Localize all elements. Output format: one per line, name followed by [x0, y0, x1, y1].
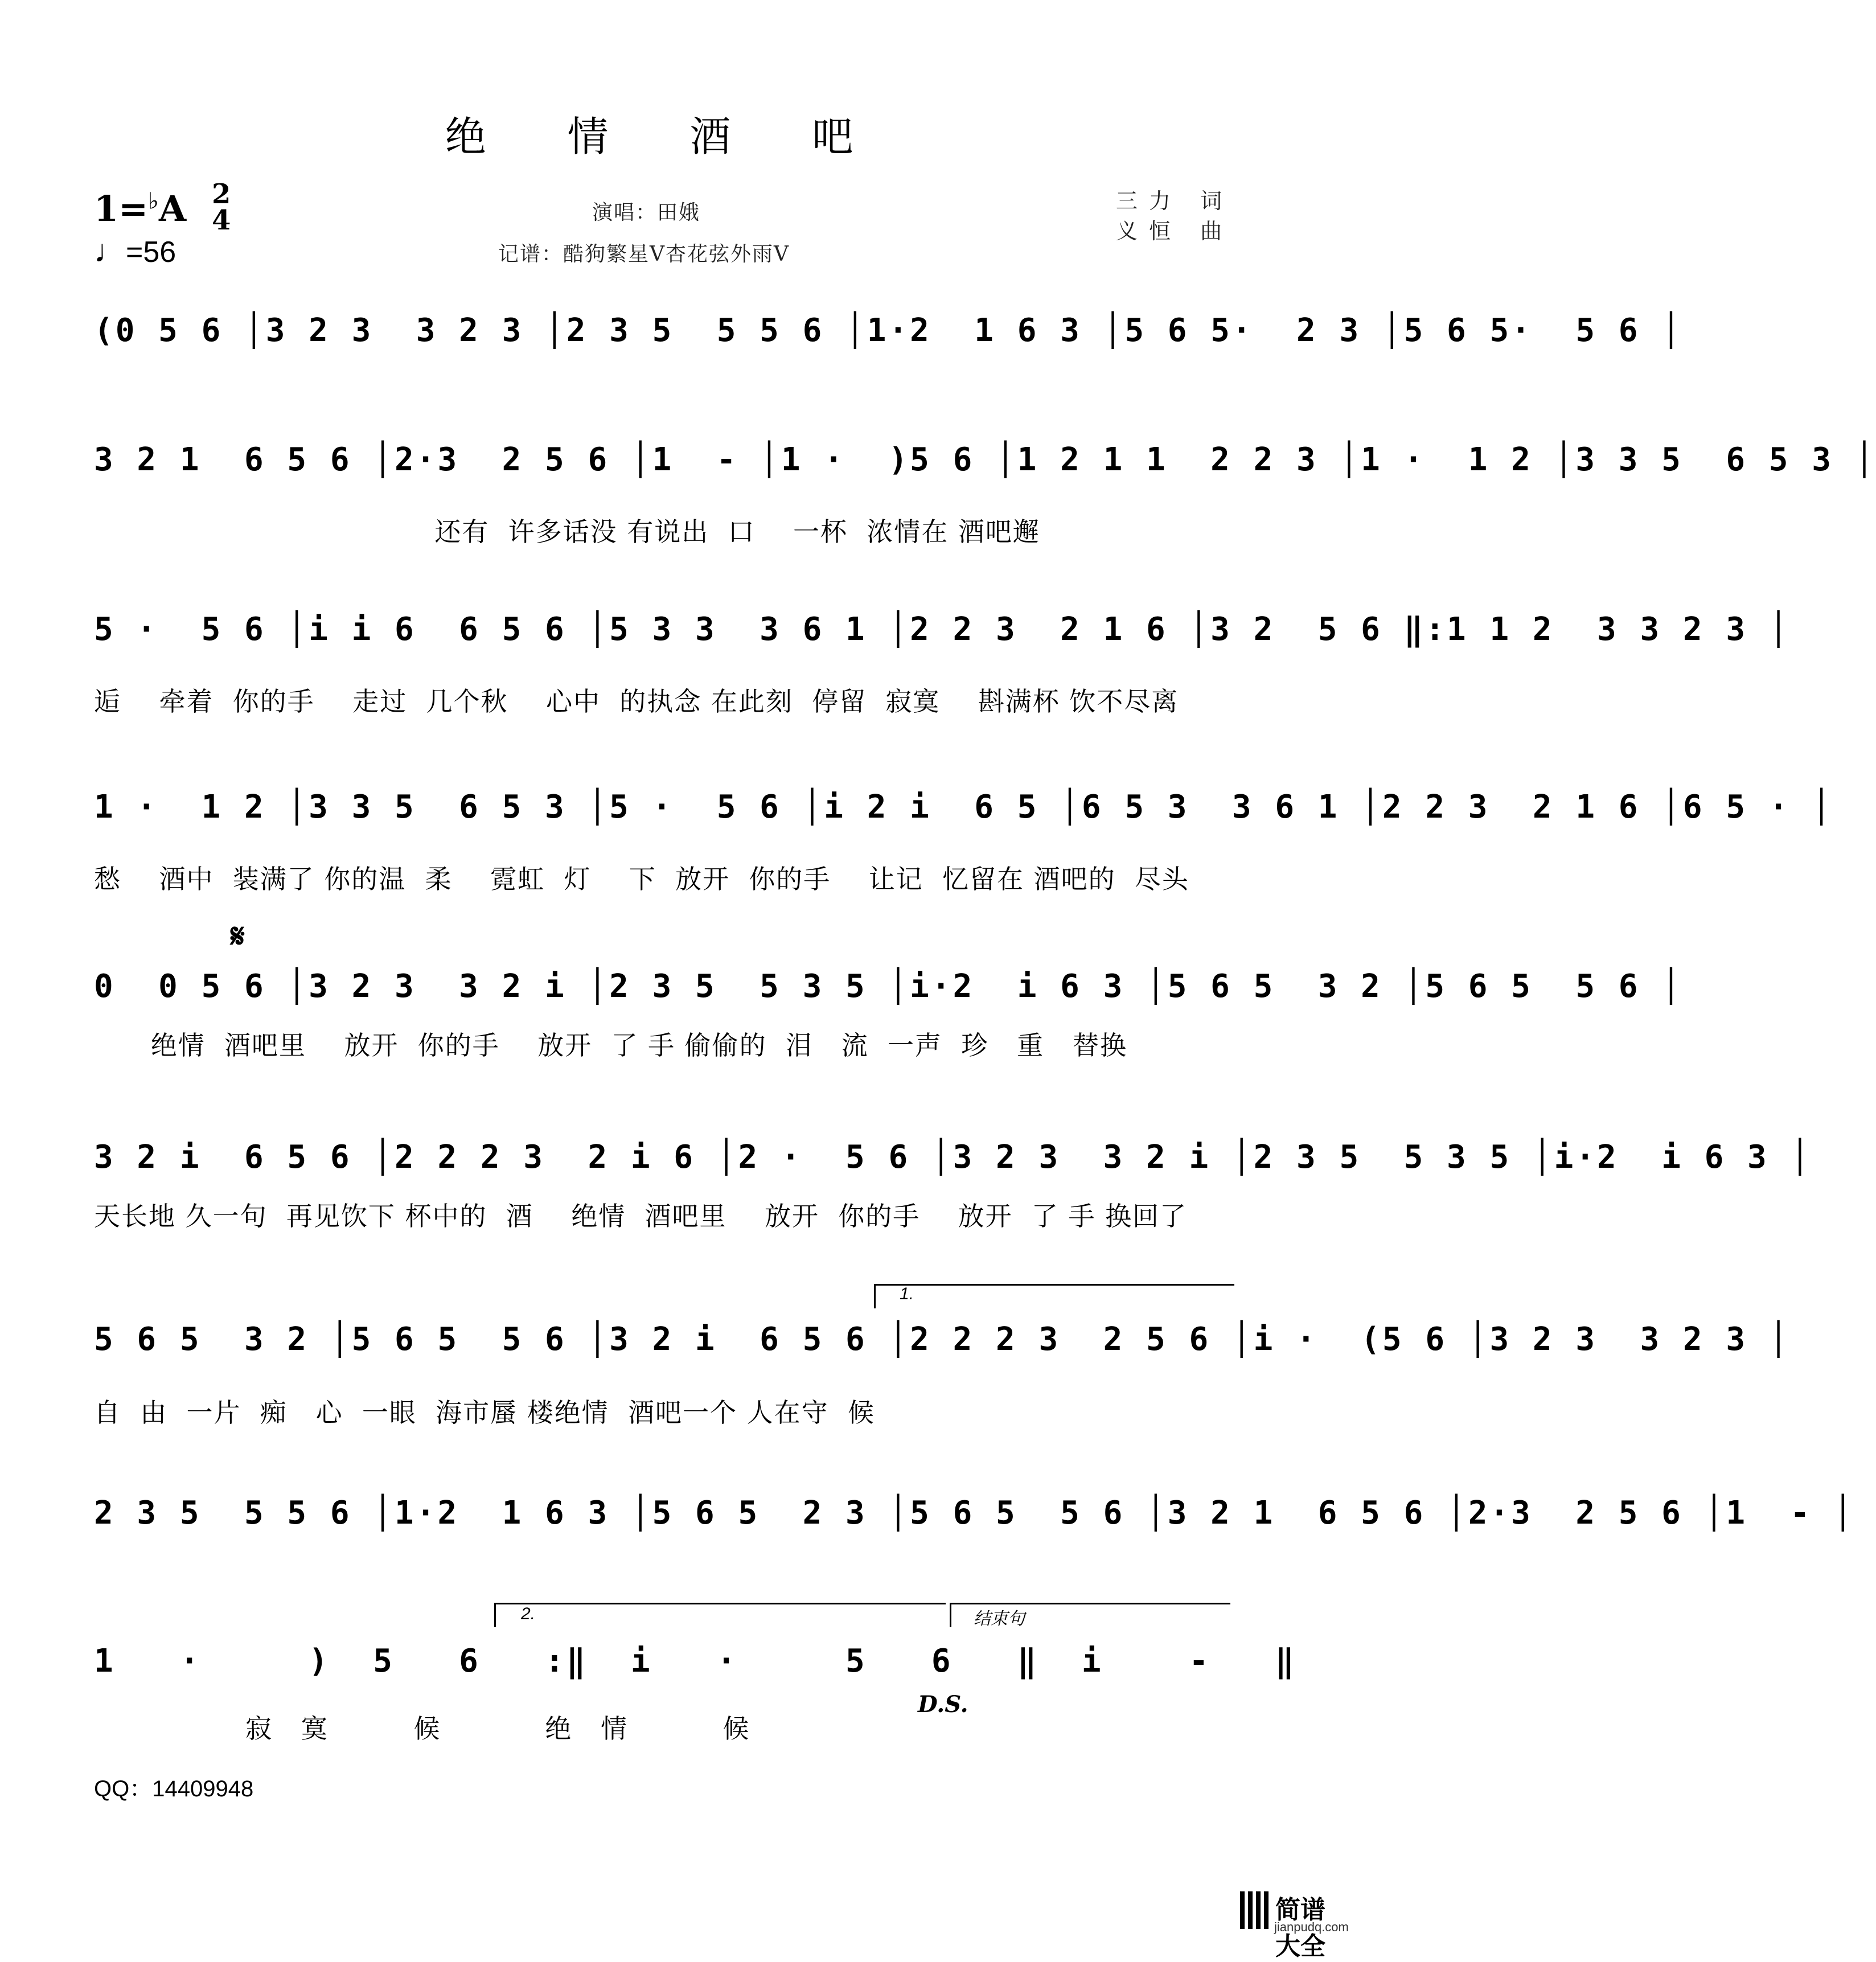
notes-row-5: 0 0 5 6 │3 2 3 3 2 i │2 3 5 5 3 5 │i·2 i 6 3 │5 6 5 3 2 │5 6 5 5 6 │ [94, 968, 1683, 1005]
time-bottom: 4 [212, 204, 231, 236]
singer: 演唱：田娥 [592, 201, 701, 224]
transcriber: 记谱：酷狗繁星V杏花弦外雨V [498, 243, 790, 266]
time-signature [212, 178, 231, 236]
lyrics-row-7: 自 由 一片 痴 心 一眼 海市蜃 楼绝情 酒吧一个 人在守 候 [94, 1397, 875, 1428]
notes-row-4: 1 · 1 2 │3 3 5 6 5 3 │5 · 5 6 │i 2 i 6 5 │6 5 3 3 6 1 │2 2 3 2 1 6 │6 5 · │ [94, 789, 1833, 826]
brand-logo: 简谱大全 [1275, 1895, 1325, 1961]
composer: 义恒 曲 [1116, 219, 1234, 244]
key-prefix: 1= [94, 188, 149, 229]
volta-bracket-1 [874, 1284, 1234, 1308]
notes-row-1: (0 5 6 │3 2 3 3 2 3 │2 3 5 5 5 6 │1·2 1 6 3 │5 6 5· 2 3 │5 6 5· 5 6 │ [94, 312, 1683, 349]
notes-row-2: 3 2 1 6 5 6 │2·3 2 5 6 │1 - │1 · )5 6 │1 2 1 1 2 2 3 │1 · 1 2 │3 3 5 6 5 3 │ [94, 441, 1876, 478]
lyrics-row-4: 愁 酒中 装满了 你的温 柔 霓虹 灯 下 放开 你的手 让记 忆留在 酒吧的 尽头 [94, 864, 1189, 894]
flat-sign: ♭ [148, 188, 159, 215]
time-top: 2 [212, 178, 231, 210]
key-note: A [158, 188, 187, 229]
notes-row-9: 1 · ) 5 6 :‖ i · 5 6 ‖ i - ‖ [94, 1643, 1297, 1680]
song-title: 绝 情 酒 吧 [445, 113, 888, 161]
notes-row-3: 5 · 5 6 │i i 6 6 5 6 │5 3 3 3 6 1 │2 2 3 2 1 6 │3 2 5 6 ‖:1 1 2 3 3 2 3 │ [94, 611, 1791, 648]
tempo-value: =56 [126, 236, 176, 269]
notes-row-7: 5 6 5 3 2 │5 6 5 5 6 │3 2 i 6 5 6 │2 2 2 3 2 5 6 │i · (5 6 │3 2 3 3 2 3 │ [94, 1321, 1791, 1358]
dal-segno-mark: D.S. [918, 1691, 968, 1718]
lyrics-row-2: 还有 许多话没 有说出 口 一杯 浓情在 酒吧邂 [94, 516, 1040, 547]
segno-icon: 𝄋 [231, 917, 245, 955]
lyrics-row-5: 绝情 酒吧里 放开 你的手 放开 了 手 偷偷的 泪 流 一声 珍 重 替换 [94, 1030, 1128, 1061]
notes-row-6: 3 2 i 6 5 6 │2 2 2 3 2 i 6 │2 · 5 6 │3 2 3 3 2 i │2 3 5 5 3 5 │i·2 i 6 3 │ [94, 1139, 1812, 1176]
volta-label-1: 1. [900, 1284, 914, 1303]
quarter-note-icon: ♩ [94, 233, 126, 269]
piano-key-icon [1264, 1891, 1269, 1929]
volta-bracket-2 [494, 1603, 946, 1627]
lyrics-row-9: 寂 寞 候 绝 情 候 [94, 1713, 750, 1744]
lyrics-row-6: 天长地 久一句 再见饮下 杯中的 酒 绝情 酒吧里 放开 你的手 放开 了 手 换回了 [94, 1201, 1188, 1232]
lyricist: 三力 词 [1116, 188, 1234, 214]
volta-label-end: 结束句 [974, 1610, 1025, 1628]
piano-key-icon [1248, 1891, 1253, 1929]
piano-key-icon [1256, 1891, 1261, 1929]
key-signature [94, 188, 186, 229]
lyrics-row-3: 逅 牵着 你的手 走过 几个秋 心中 的执念 在此刻 停留 寂寞 斟满杯 饮不尽离 [94, 686, 1179, 717]
piano-icon [1240, 1891, 1245, 1929]
brand-url: jianpudq.com [1274, 1920, 1349, 1934]
tempo [94, 232, 176, 269]
volta-label-2: 2. [521, 1604, 536, 1623]
qq-contact: QQ：14409948 [94, 1776, 254, 1801]
notes-row-8: 2 3 5 5 5 6 │1·2 1 6 3 │5 6 5 2 3 │5 6 5 5 6 │3 2 1 6 5 6 │2·3 2 5 6 │1 - │ [94, 1495, 1855, 1532]
